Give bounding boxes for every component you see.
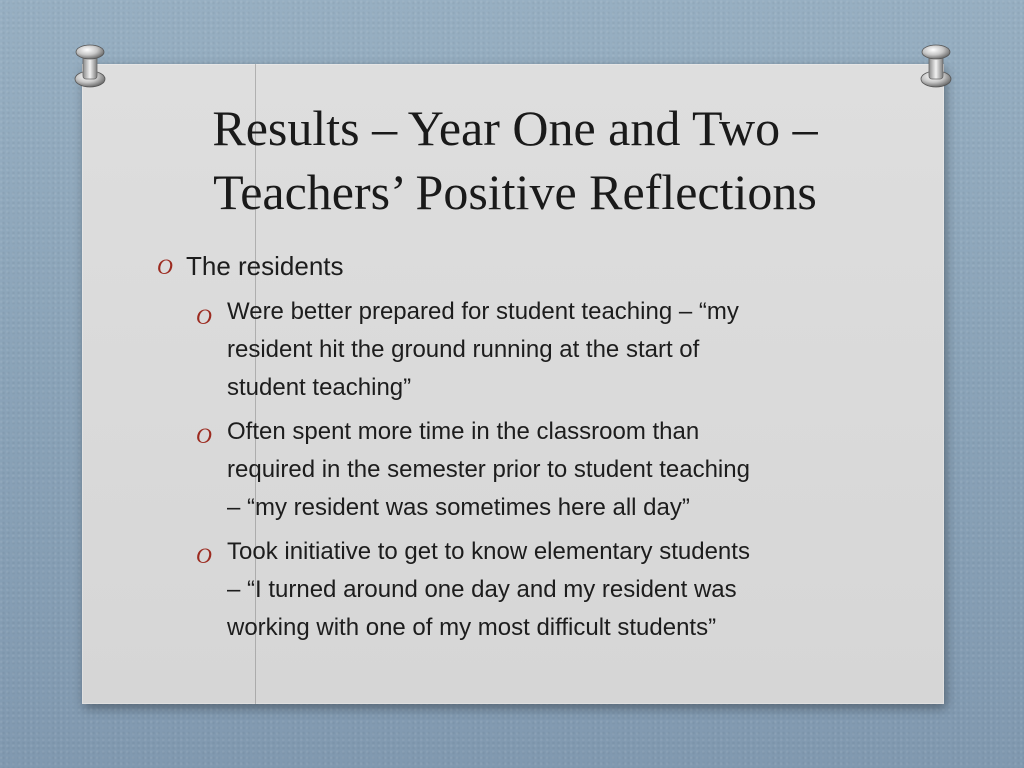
bullet-level2-prepared	[227, 293, 917, 407]
bullet-marker: O	[196, 423, 212, 448]
bullet-marker: O	[196, 304, 212, 329]
bullet-text-line: resident hit the ground running at the start of	[227, 336, 700, 363]
bullet-level2-initiative	[227, 533, 917, 647]
slide-title-line-1: Results – Year One and Two –	[212, 100, 818, 156]
pushpin-icon	[916, 42, 956, 90]
bullet-level1: The residents	[186, 251, 344, 281]
bullet-text-line: Often spent more time in the classroom than	[227, 418, 700, 445]
bullet-marker: O	[157, 254, 173, 279]
pushpin-icon	[70, 42, 110, 90]
slide-title-line-2: Teachers’ Positive Reflections	[213, 164, 817, 220]
bullet-text-line: – “I turned around one day and my resident was	[227, 576, 737, 603]
bullet-text-line: required in the semester prior to student teaching	[227, 456, 750, 483]
bullet-text-line: student teaching”	[227, 374, 412, 401]
bullet-text-line: – “my resident was sometimes here all day”	[227, 494, 690, 521]
slide-title	[120, 96, 910, 224]
bullet-marker: O	[196, 543, 212, 568]
bullet-text-line: Took initiative to get to know elementary students	[227, 538, 750, 565]
bullet-text-line: working with one of my most difficult students”	[227, 614, 717, 641]
bullet-level2-time	[227, 413, 917, 527]
bullet-text-line: Were better prepared for student teaching – “my	[227, 298, 739, 325]
